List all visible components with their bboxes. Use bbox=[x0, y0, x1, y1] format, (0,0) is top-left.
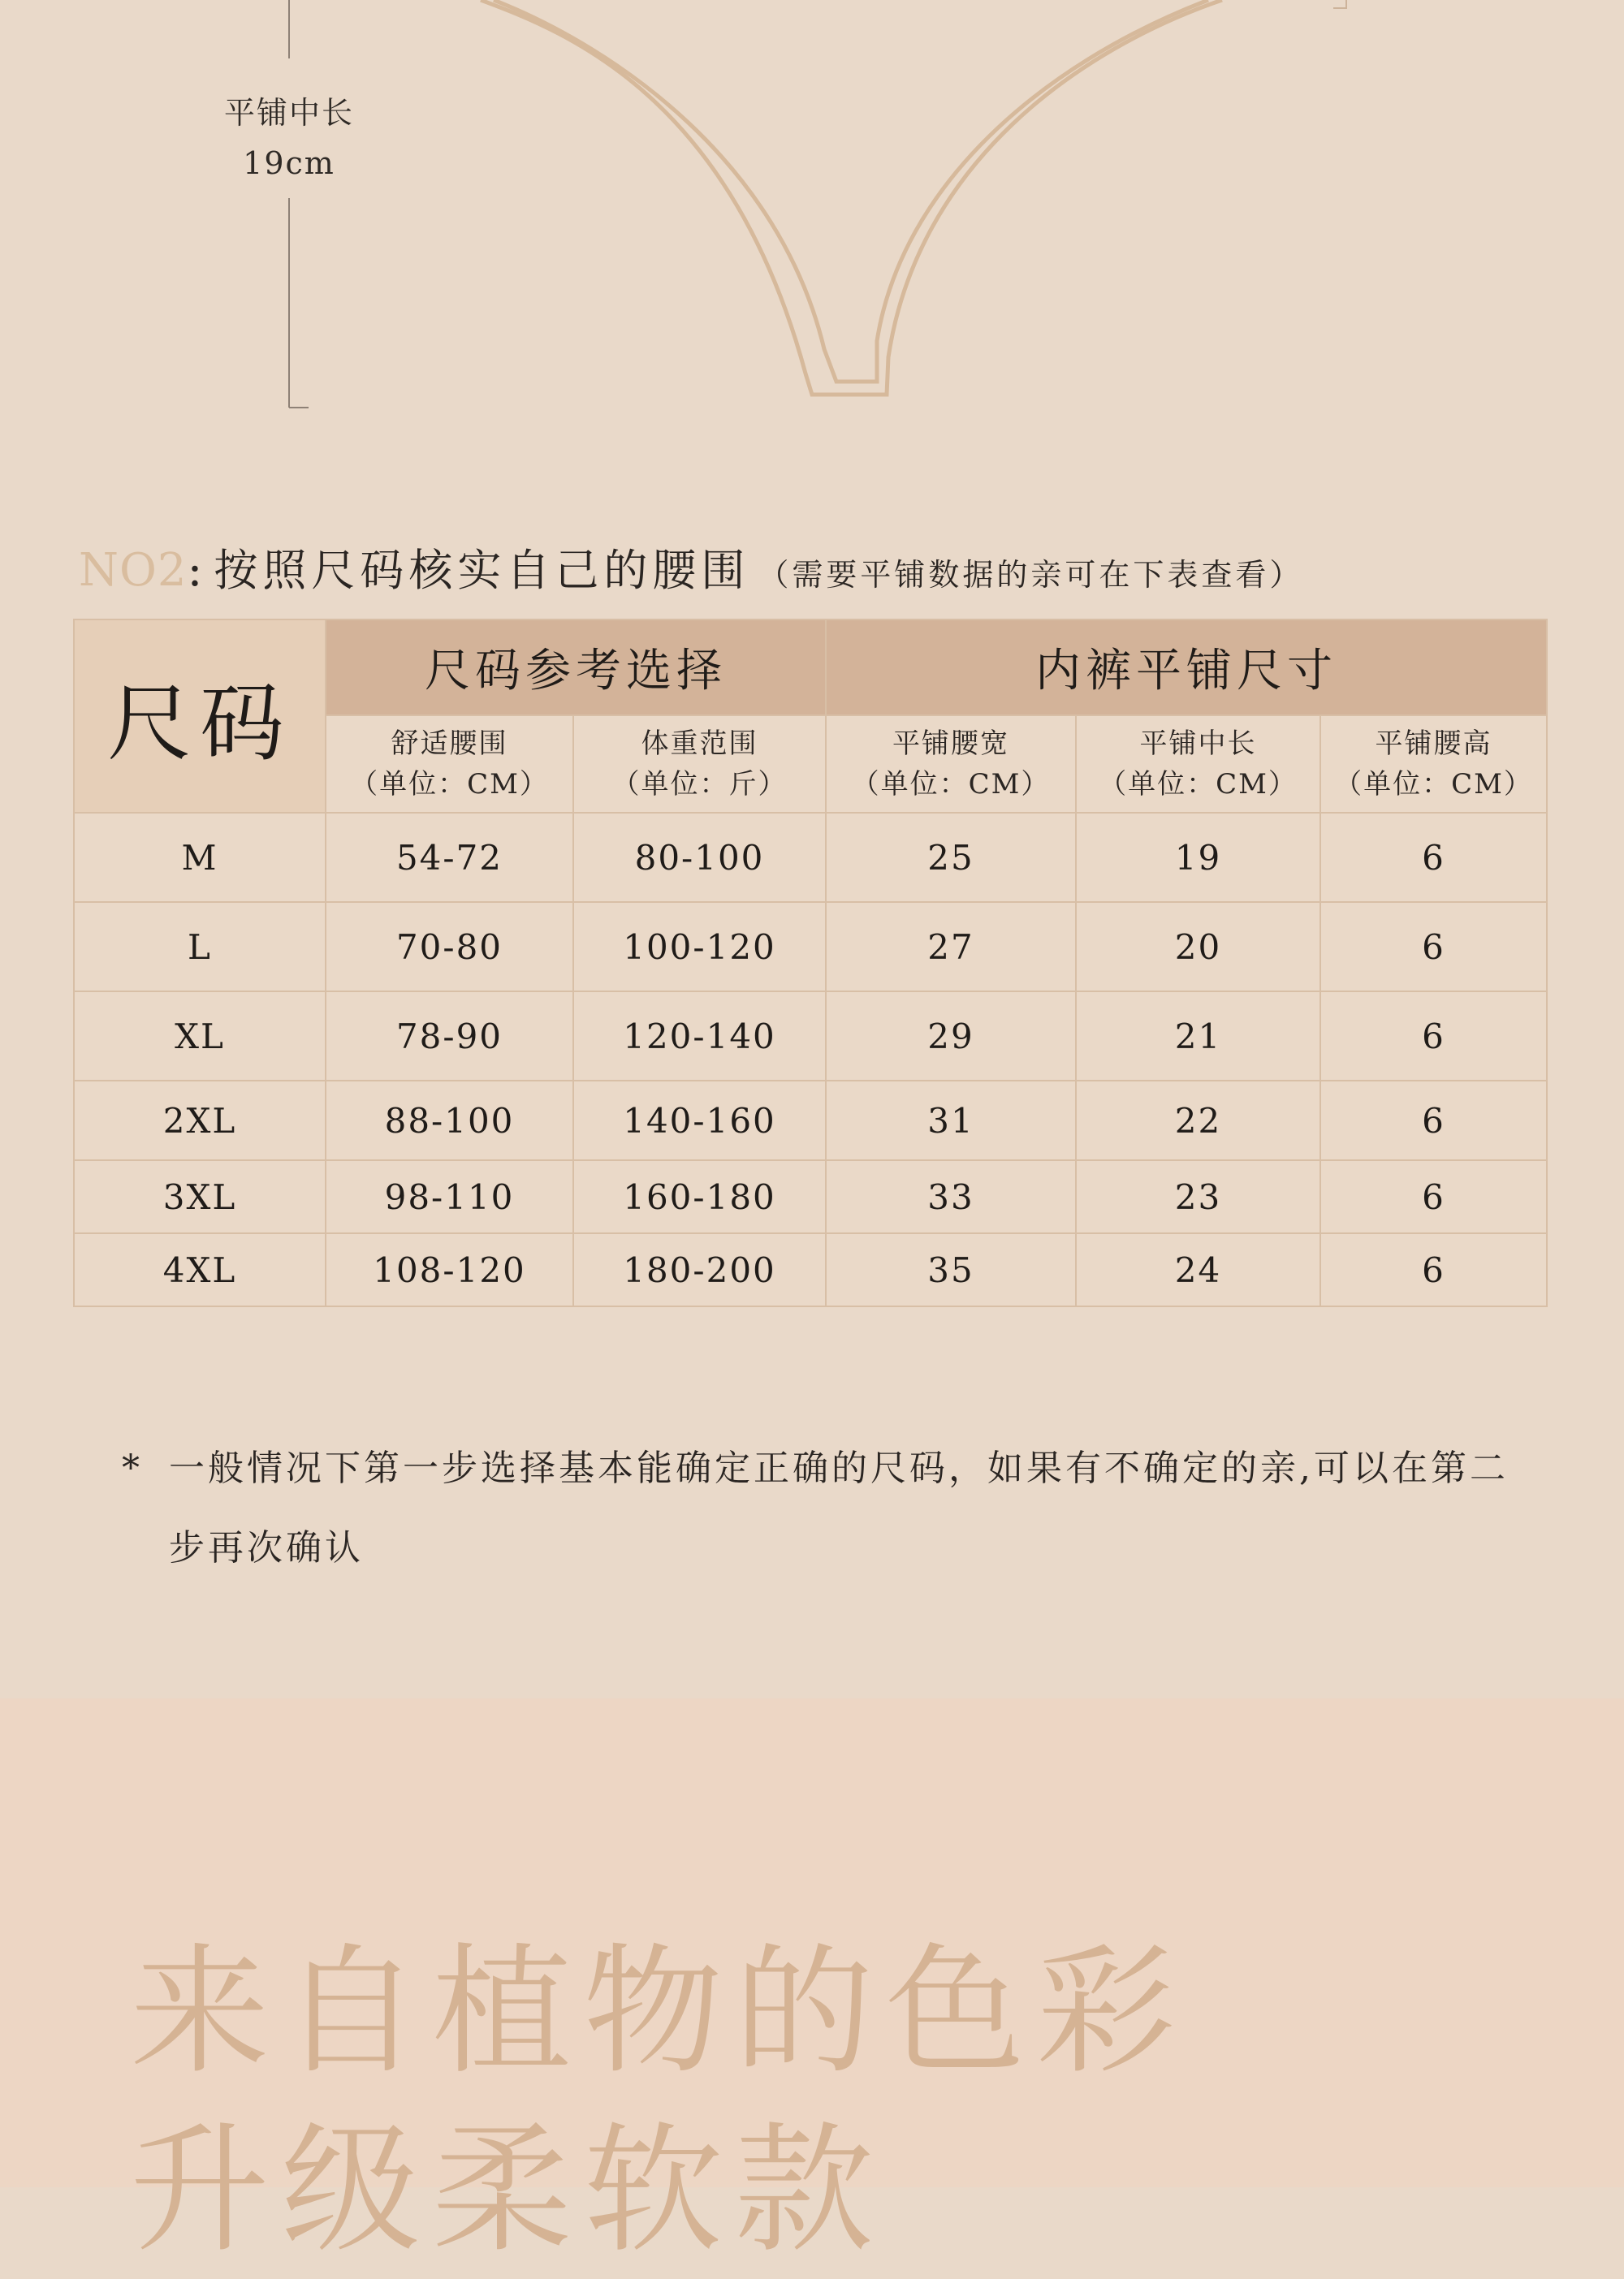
section-heading bbox=[79, 536, 1303, 601]
column-unit: （单位：CM） bbox=[1099, 768, 1298, 801]
table-row bbox=[74, 1081, 1547, 1160]
table-row bbox=[74, 991, 1547, 1081]
footnote-text: 一般情况下第一步选择基本能确定正确的尺码，如果有不确定的亲,可以在第二步再次确认 bbox=[169, 1448, 1509, 1569]
column-unit: （单位：CM） bbox=[851, 768, 1051, 801]
table-row bbox=[74, 1160, 1547, 1233]
size-table bbox=[73, 619, 1548, 1307]
measurement-name: 平铺中长 bbox=[223, 95, 354, 131]
flat-waist-height-cell: 6 bbox=[1320, 1081, 1547, 1160]
flat-length-cell: 22 bbox=[1076, 1081, 1320, 1160]
waist-cell: 70-80 bbox=[326, 902, 573, 991]
weight-cell: 180-200 bbox=[573, 1233, 826, 1306]
flat-waist-height-cell: 6 bbox=[1320, 813, 1547, 902]
waist-cell: 108-120 bbox=[326, 1233, 573, 1306]
measurement-value: 19cm bbox=[243, 145, 335, 181]
column-name: 体重范围 bbox=[641, 727, 758, 760]
column-header-flat-waist-height bbox=[1320, 715, 1547, 813]
step-colon: : bbox=[187, 544, 203, 597]
table-row bbox=[74, 1233, 1547, 1306]
flat-length-cell: 24 bbox=[1076, 1233, 1320, 1306]
group-header-reference: 尺码参考选择 bbox=[326, 619, 826, 715]
flat-waist-width-cell: 33 bbox=[826, 1160, 1076, 1233]
flat-length-cell: 23 bbox=[1076, 1160, 1320, 1233]
column-header-waist bbox=[326, 715, 573, 813]
column-header-weight bbox=[573, 715, 826, 813]
weight-cell: 120-140 bbox=[573, 991, 826, 1081]
flat-waist-width-cell: 31 bbox=[826, 1081, 1076, 1160]
flat-length-cell: 20 bbox=[1076, 902, 1320, 991]
asterisk-icon: * bbox=[122, 1448, 143, 1489]
column-name: 平铺腰宽 bbox=[892, 727, 1009, 760]
size-cell: M bbox=[74, 813, 326, 902]
size-cell: L bbox=[74, 902, 326, 991]
underwear-outline-icon bbox=[0, 0, 1624, 438]
column-name: 平铺腰高 bbox=[1375, 727, 1492, 760]
table-row bbox=[74, 902, 1547, 991]
promo-banner bbox=[0, 1698, 1624, 2272]
flat-waist-height-cell: 6 bbox=[1320, 902, 1547, 991]
flat-waist-width-cell: 25 bbox=[826, 813, 1076, 902]
size-cell: 2XL bbox=[74, 1081, 326, 1160]
column-unit: （单位：斤） bbox=[611, 768, 788, 801]
waist-cell: 98-110 bbox=[326, 1160, 573, 1233]
size-cell: 3XL bbox=[74, 1160, 326, 1233]
flat-waist-width-cell: 27 bbox=[826, 902, 1076, 991]
size-cell: 4XL bbox=[74, 1233, 326, 1306]
flat-waist-height-cell: 6 bbox=[1320, 1160, 1547, 1233]
column-name: 舒适腰围 bbox=[391, 727, 508, 760]
flat-waist-width-cell: 29 bbox=[826, 991, 1076, 1081]
column-header-flat-waist-width bbox=[826, 715, 1076, 813]
footnote bbox=[122, 1429, 1535, 1588]
column-unit: （单位：CM） bbox=[350, 768, 549, 801]
weight-cell: 80-100 bbox=[573, 813, 826, 902]
section-title: 按照尺码核实自己的腰围 bbox=[214, 545, 750, 596]
measurement-label bbox=[208, 88, 370, 188]
flat-waist-height-cell: 6 bbox=[1320, 1233, 1547, 1306]
size-cell: XL bbox=[74, 991, 326, 1081]
flat-waist-width-cell: 35 bbox=[826, 1233, 1076, 1306]
waist-cell: 78-90 bbox=[326, 991, 573, 1081]
table-row bbox=[74, 813, 1547, 902]
group-header-flat-size: 内裤平铺尺寸 bbox=[826, 619, 1547, 715]
flat-length-cell: 19 bbox=[1076, 813, 1320, 902]
waist-cell: 54-72 bbox=[326, 813, 573, 902]
weight-cell: 160-180 bbox=[573, 1160, 826, 1233]
banner-subheadline: 升级柔软款 bbox=[130, 2109, 885, 2272]
banner-headline: 来自植物的色彩 bbox=[130, 1930, 1187, 2093]
step-number: NO2 bbox=[79, 544, 188, 597]
weight-cell: 100-120 bbox=[573, 902, 826, 991]
weight-cell: 140-160 bbox=[573, 1081, 826, 1160]
column-header-flat-length bbox=[1076, 715, 1320, 813]
column-name: 平铺中长 bbox=[1139, 727, 1257, 760]
size-header: 尺码 bbox=[74, 619, 326, 813]
flat-length-cell: 21 bbox=[1076, 991, 1320, 1081]
section-note: （需要平铺数据的亲可在下表查看） bbox=[758, 557, 1304, 593]
column-unit: （单位：CM） bbox=[1334, 768, 1533, 801]
waist-cell: 88-100 bbox=[326, 1081, 573, 1160]
flat-waist-height-cell: 6 bbox=[1320, 991, 1547, 1081]
underwear-illustration bbox=[0, 0, 1624, 438]
